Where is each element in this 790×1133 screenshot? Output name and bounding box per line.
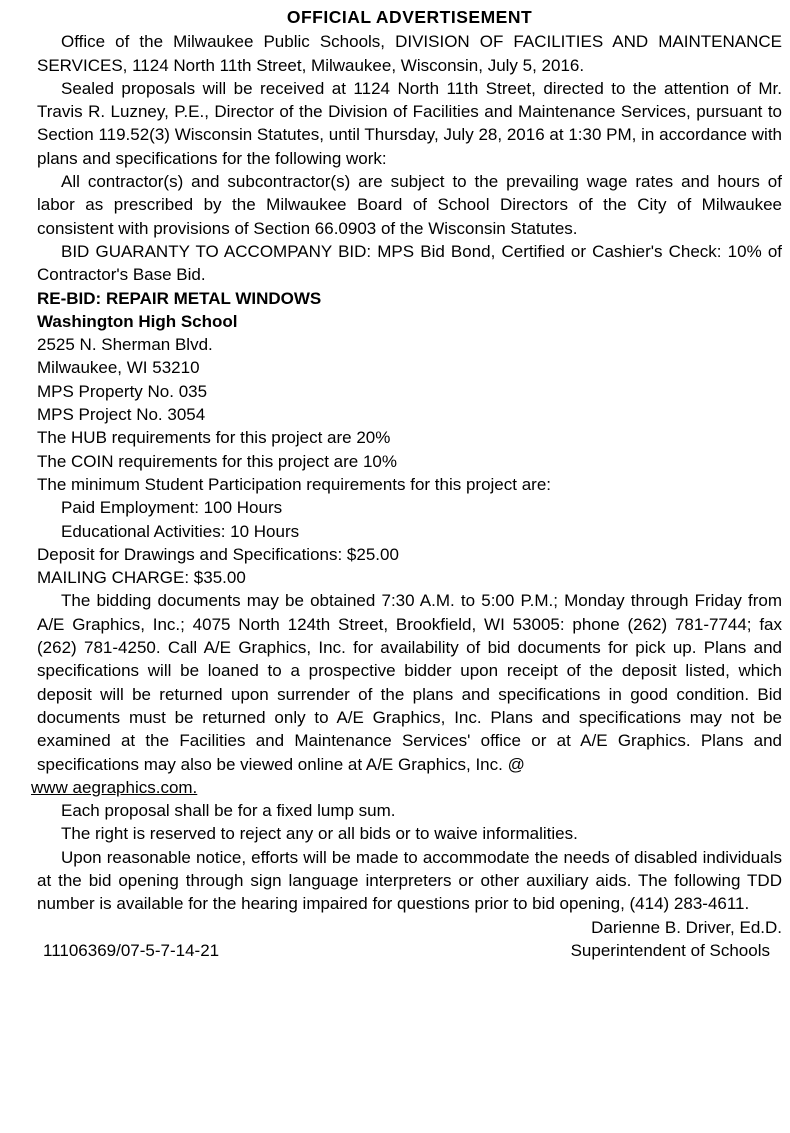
proposals-paragraph: Sealed proposals will be received at 1124 North 11th Street, directed to the attention of Mr. Travis R. Luzney, P.E., Director of the Division of Facilities and Maintenance Services, pursuant to Section 119.52(3) Wisconsin Statutes, until Thursday, July 28, 2016 at 1:30 PM, in accordance with plans and specifications for the following work: bbox=[37, 78, 782, 168]
ad-reference-number: 11106369/07-5-7-14-21 bbox=[43, 940, 220, 960]
guaranty-paragraph: BID GUARANTY TO ACCOMPANY BID: MPS Bid Bond, Certified or Cashier's Check: 10% of Contractor's Base Bid. bbox=[37, 241, 782, 285]
signatory-title: Superintendent of Schools bbox=[570, 940, 770, 960]
hub-requirement: The HUB requirements for this project are 20% bbox=[37, 428, 391, 448]
documents-paragraph: The bidding documents may be obtained 7:30 A.M. to 5:00 P.M.; Monday through Friday from A/E Graphics, Inc.; 4075 North 124th Street, Brookfield, WI 53005: phone (262) 781-7744; fax (262) 781-4250. Call A/E Graphics, Inc. for availability of bid documents for pick up. Plans and specifications will be loaned to a prospective bidder upon receipt of the deposit listed, which deposit will be returned upon surrender of the plans and specifications in good condition. Bid documents must be returned only to A/E Graphics, Inc. Plans and specifications may not be examined at the Facilities and Maintenance Services' office or at A/E Graphics. Plans and specifications may also be viewed online at A/E Graphics, Inc. @ bbox=[37, 591, 782, 774]
advertisement-page bbox=[31, 6, 782, 962]
office-paragraph: Office of the Milwaukee Public Schools, DIVISION OF FACILITIES AND MAINTENANCE SERVICES, 1124 North 11th Street, Milwaukee, Wisconsin, July 5, 2016. bbox=[37, 32, 782, 75]
educational-activities: Educational Activities: 10 Hours bbox=[61, 521, 300, 541]
signatory-name: Darienne B. Driver, Ed.D. bbox=[591, 917, 782, 937]
page-title: OFFICIAL ADVERTISEMENT bbox=[286, 7, 533, 27]
lump-sum-paragraph: Each proposal shall be for a fixed lump sum. bbox=[61, 801, 396, 821]
school-name: Washington High School bbox=[37, 311, 238, 331]
website-line bbox=[31, 776, 782, 799]
address-line-2: Milwaukee, WI 53210 bbox=[37, 358, 200, 378]
reject-paragraph: The right is reserved to reject any or all bids or to waive informalities. bbox=[61, 824, 578, 844]
signature-block bbox=[37, 916, 782, 962]
project-number: MPS Project No. 3054 bbox=[37, 405, 206, 425]
website-link[interactable]: www aegraphics.com. bbox=[31, 777, 198, 797]
disabled-paragraph: Upon reasonable notice, efforts will be made to accommodate the needs of disabled individuals at the bid opening through sign language interpreters or other auxiliary aids. The following TDD number is available for the hearing impaired for questions prior to bid opening, (414) 283-4611. bbox=[37, 847, 782, 914]
mailing-charge: MAILING CHARGE: $35.00 bbox=[37, 568, 246, 588]
project-section bbox=[37, 287, 782, 590]
wage-paragraph: All contractor(s) and subcontractor(s) are subject to the prevailing wage rates and hours of labor as prescribed by the Milwaukee Board of School Directors of the City of Milwaukee consistent with provisions of Section 66.0903 of the Wisconsin Statutes. bbox=[37, 172, 782, 238]
deposit-amount: Deposit for Drawings and Specifications: $25.00 bbox=[37, 544, 399, 564]
paid-employment: Paid Employment: 100 Hours bbox=[61, 498, 283, 518]
property-number: MPS Property No. 035 bbox=[37, 381, 208, 401]
project-title: RE-BID: REPAIR METAL WINDOWS bbox=[37, 288, 322, 308]
address-line-1: 2525 N. Sherman Blvd. bbox=[37, 335, 213, 355]
coin-requirement: The COIN requirements for this project are 10% bbox=[37, 451, 397, 471]
student-participation-intro: The minimum Student Participation requirements for this project are: bbox=[37, 474, 552, 494]
